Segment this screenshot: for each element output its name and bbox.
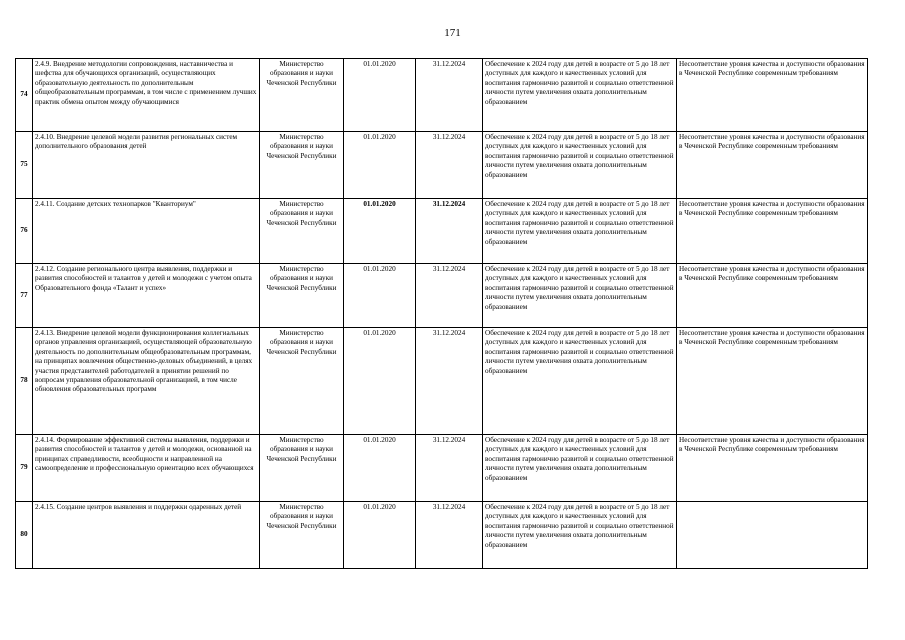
row-number: 79 — [16, 435, 33, 502]
start-date: 01.01.2020 — [344, 435, 416, 502]
start-date: 01.01.2020 — [344, 132, 416, 199]
end-date: 31.12.2024 — [416, 132, 483, 199]
end-date: 31.12.2024 — [416, 435, 483, 502]
activity-name: 2.4.13. Внедрение целевой модели функционирования коллегиальных органов управления организацией, осуществляющей образовательную деятельность по дополнительным общеобразовательным программам, на принципах вовлечения общественно-деловых объединений, в целях участия представителей работодателей в принятии решений по вопросам управления образовательной организацией, в том числе обновления образовательных программ — [33, 328, 260, 435]
table-row — [16, 59, 868, 132]
expected-result: Обеспечение к 2024 году для детей в возрасте от 5 до 18 лет доступных для каждого и качественных условий для воспитания гармонично развитой и социально ответственной личности путем увеличения охвата дополнительным образованием — [483, 264, 677, 328]
activity-name: 2.4.11. Создание детских технопарков "Кванториум" — [33, 199, 260, 264]
risk-consequence: Несоответствие уровня качества и доступности образования в Чеченской Республике современным требованиям — [677, 199, 868, 264]
responsible-executor: Министерство образования и науки Чеченской Республики — [260, 502, 344, 569]
expected-result: Обеспечение к 2024 году для детей в возрасте от 5 до 18 лет доступных для каждого и качественных условий для воспитания гармонично развитой и социально ответственной личности путем увеличения охвата дополнительным образованием — [483, 132, 677, 199]
activity-name: 2.4.9. Внедрение методологии сопровождения, наставничества и шефства для обучающихся организаций, осуществляющих образовательную деятельность по дополнительным общеобразовательным программам, в том числе с применением лучших практик обмена опытом между обучающимися — [33, 59, 260, 132]
table-row — [16, 435, 868, 502]
start-date: 01.01.2020 — [344, 199, 416, 264]
row-number: 80 — [16, 502, 33, 569]
responsible-executor: Министерство образования и науки Чеченской Республики — [260, 435, 344, 502]
activity-name: 2.4.14. Формирование эффективной системы выявления, поддержки и развития способностей и талантов у детей и молодежи, основанной на принципах справедливости, всеобщности и направленной на самоопределение и профессиональную ориентацию всех обучающихся — [33, 435, 260, 502]
risk-consequence: Несоответствие уровня качества и доступности образования в Чеченской Республике современным требованиям — [677, 264, 868, 328]
end-date: 31.12.2024 — [416, 199, 483, 264]
risk-consequence: Несоответствие уровня качества и доступности образования в Чеченской Республике современным требованиям — [677, 132, 868, 199]
expected-result: Обеспечение к 2024 году для детей в возрасте от 5 до 18 лет доступных для каждого и качественных условий для воспитания гармонично развитой и социально ответственной личности путем увеличения охвата дополнительным образованием — [483, 435, 677, 502]
row-number: 75 — [16, 132, 33, 199]
expected-result: Обеспечение к 2024 году для детей в возрасте от 5 до 18 лет доступных для каждого и качественных условий для воспитания гармонично развитой и социально ответственной личности путем увеличения охвата дополнительным образованием — [483, 328, 677, 435]
risk-consequence: Несоответствие уровня качества и доступности образования в Чеченской Республике современным требованиям — [677, 435, 868, 502]
end-date: 31.12.2024 — [416, 59, 483, 132]
expected-result: Обеспечение к 2024 году для детей в возрасте от 5 до 18 лет доступных для каждого и качественных условий для воспитания гармонично развитой и социально ответственной личности путем увеличения охвата дополнительным образованием — [483, 199, 677, 264]
responsible-executor: Министерство образования и науки Чеченской Республики — [260, 59, 344, 132]
row-number: 76 — [16, 199, 33, 264]
start-date: 01.01.2020 — [344, 59, 416, 132]
start-date: 01.01.2020 — [344, 264, 416, 328]
risk-consequence: Несоответствие уровня качества и доступности образования в Чеченской Республике современным требованиям — [677, 59, 868, 132]
risk-consequence: Несоответствие уровня качества и доступности образования в Чеченской Республике современным требованиям — [677, 328, 868, 435]
end-date: 31.12.2024 — [416, 502, 483, 569]
table-row — [16, 132, 868, 199]
row-number: 74 — [16, 59, 33, 132]
responsible-executor: Министерство образования и науки Чеченской Республики — [260, 264, 344, 328]
end-date: 31.12.2024 — [416, 328, 483, 435]
activity-name: 2.4.12. Создание регионального центра выявления, поддержки и развития способностей и талантов у детей и молодежи с учетом опыта Образовательного фонда «Талант и успех» — [33, 264, 260, 328]
table-row — [16, 199, 868, 264]
expected-result: Обеспечение к 2024 году для детей в возрасте от 5 до 18 лет доступных для каждого и качественных условий для воспитания гармонично развитой и социально ответственной личности путем увеличения охвата дополнительным образованием — [483, 502, 677, 569]
activities-table — [15, 58, 868, 569]
table-row — [16, 502, 868, 569]
expected-result: Обеспечение к 2024 году для детей в возрасте от 5 до 18 лет доступных для каждого и качественных условий для воспитания гармонично развитой и социально ответственной личности путем увеличения охвата дополнительным образованием — [483, 59, 677, 132]
row-number: 78 — [16, 328, 33, 435]
start-date: 01.01.2020 — [344, 328, 416, 435]
responsible-executor: Министерство образования и науки Чеченской Республики — [260, 199, 344, 264]
responsible-executor: Министерство образования и науки Чеченской Республики — [260, 328, 344, 435]
start-date: 01.01.2020 — [344, 502, 416, 569]
page-number: 171 — [444, 27, 461, 39]
end-date: 31.12.2024 — [416, 264, 483, 328]
risk-consequence — [677, 502, 868, 569]
responsible-executor: Министерство образования и науки Чеченской Республики — [260, 132, 344, 199]
activity-name: 2.4.10. Внедрение целевой модели развития региональных систем дополнительного образования детей — [33, 132, 260, 199]
table-row — [16, 328, 868, 435]
activity-name: 2.4.15. Создание центров выявления и поддержки одаренных детей — [33, 502, 260, 569]
table-row — [16, 264, 868, 328]
row-number: 77 — [16, 264, 33, 328]
